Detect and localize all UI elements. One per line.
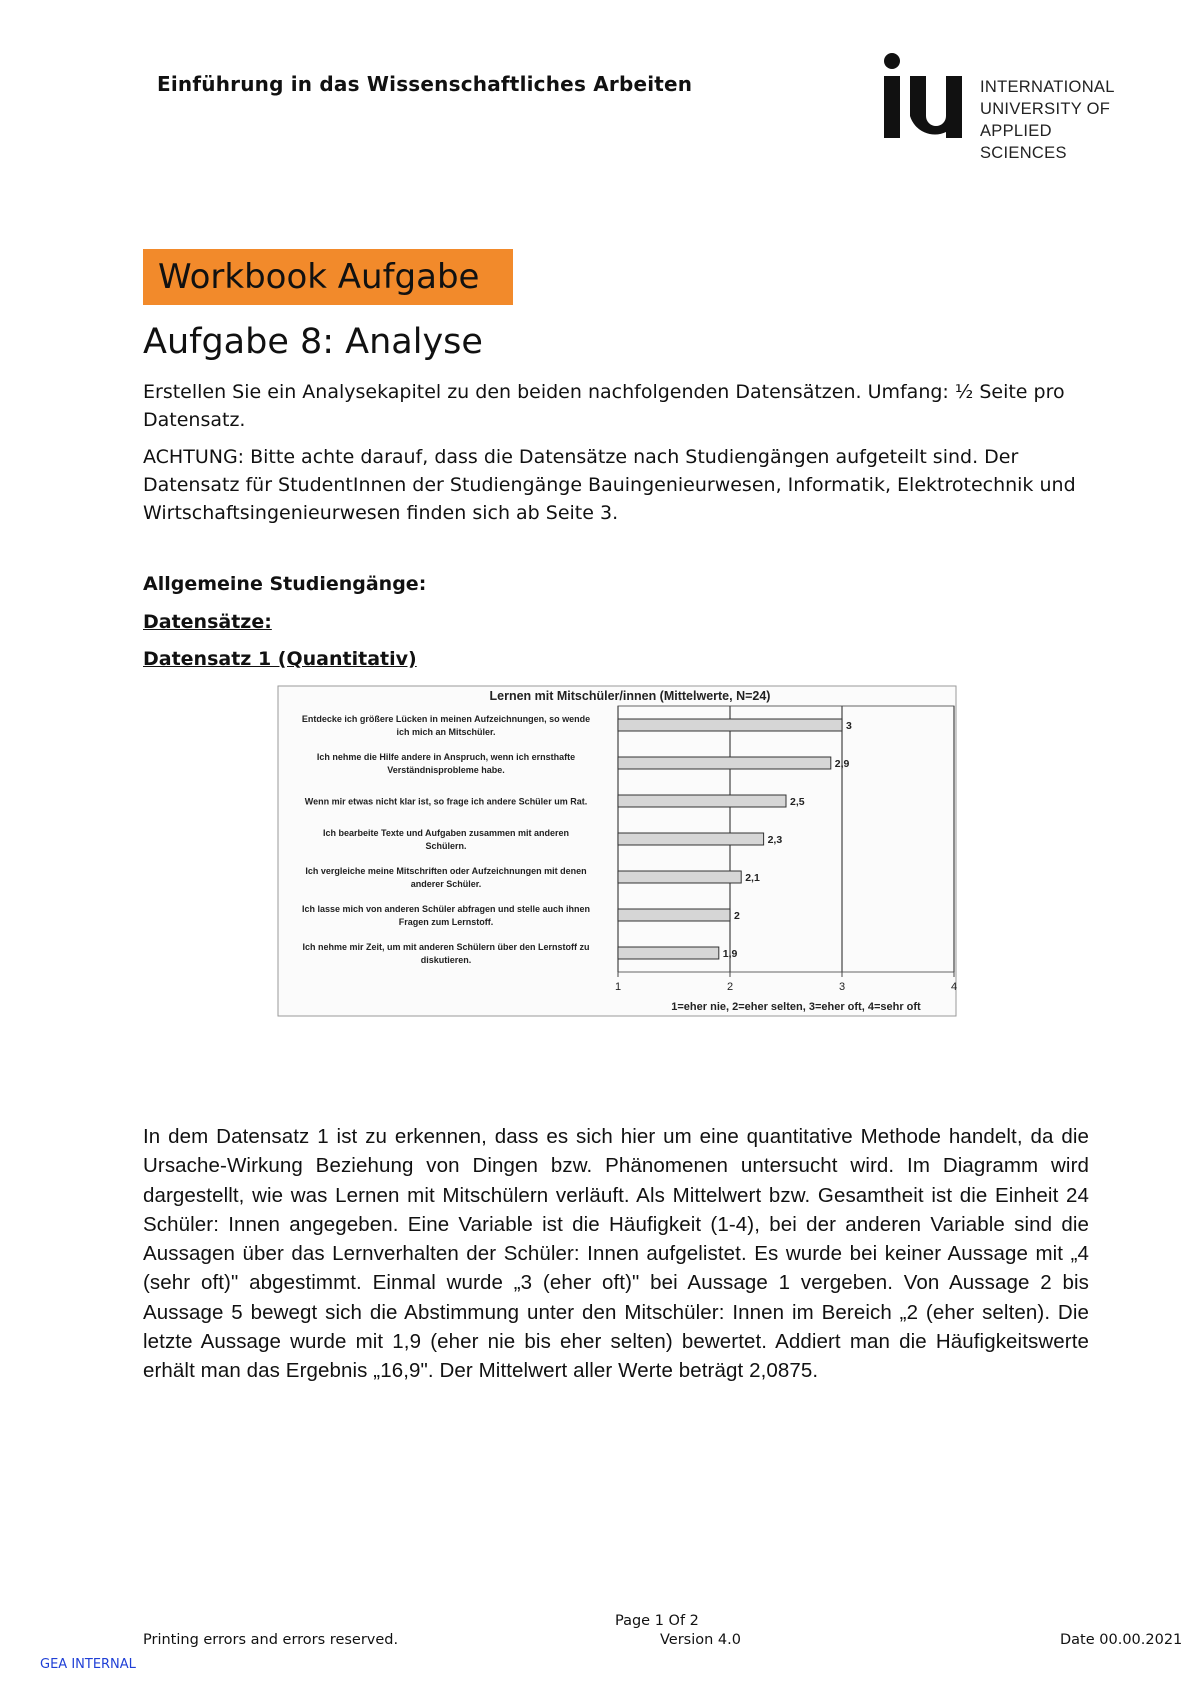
chart (270, 680, 970, 1030)
x-tick-label: 1 (614, 981, 622, 993)
bar (618, 871, 741, 883)
logo-text (980, 76, 1140, 164)
bar (618, 719, 842, 731)
category-label: ich mich an Mitschüler. (396, 727, 496, 737)
x-tick-label: 4 (950, 981, 958, 993)
category-label: Ich bearbeite Texte und Aufgaben zusammen mit anderen (322, 828, 570, 838)
logo-line: UNIVERSITY OF (980, 100, 1111, 118)
chart-frame (278, 686, 956, 1016)
category-label: Schülern. (425, 841, 467, 851)
category-label: Entdecke ich größere Lücken in meinen Aufzeichnungen, so wende (301, 714, 591, 724)
bar-value-label: 2,9 (834, 758, 850, 770)
bar (618, 795, 786, 807)
x-tick-label: 3 (838, 981, 846, 993)
bar (618, 833, 764, 845)
category-label: Ich lasse mich von anderen Schüler abfragen und stelle auch ihnen (301, 904, 591, 914)
chart-title: Lernen mit Mitschüler/innen (Mittelwerte, N=24) (489, 689, 771, 703)
page-number: Page 1 Of 2 (615, 1613, 699, 1629)
bar-value-label: 2,5 (790, 796, 805, 808)
bar (618, 909, 730, 921)
datasets-label: Datensätze: (143, 611, 272, 633)
university-logo (880, 52, 1140, 162)
bar-value-label: 3 (846, 720, 852, 732)
x-axis-label: 1=eher nie, 2=eher selten, 3=eher oft, 4=sehr oft (671, 1001, 921, 1013)
bar-value-label: 2,1 (745, 872, 760, 884)
category-label: Ich nehme die Hilfe andere in Anspruch, wenn ich ernsthafte (316, 752, 576, 762)
date-label: Date 00.00.2021 (1060, 1632, 1183, 1648)
section-heading: Allgemeine Studiengänge: (143, 573, 427, 595)
category-label: Ich vergleiche meine Mitschriften oder Aufzeichnungen mit denen (305, 866, 587, 876)
warning-paragraph: ACHTUNG: Bitte achte darauf, dass die Datensätze nach Studiengängen aufgeteilt sind. Der Datensatz für StudentInnen der Studiengänge Bauingenieurwesen, Informatik, Elektrotechnik und Wirtschaftsingenieurwesen finden sich ab Seite 3. (143, 446, 1076, 524)
category-label: Ich nehme mir Zeit, um mit anderen Schülern über den Lernstoff zu (302, 942, 590, 952)
category-label: diskutieren. (420, 955, 472, 965)
bar-value-label: 2 (734, 910, 740, 922)
category-label: Fragen zum Lernstoff. (398, 917, 494, 927)
analysis-paragraph: In dem Datensatz 1 ist zu erkennen, dass es sich hier um eine quantitative Methode handelt, da die Ursache-Wirkung Beziehung von Dingen bzw. Phänomenen untersucht wird. Im Diagramm wird dargestellt, wie was Lernen mit Mitschülern verläuft. Als Mittelwert bzw. Gesamtheit ist die Einheit 24 Schüler: Innen angegeben. Eine Variable ist die Häufigkeit (1-4), bei der anderen Variable sind die Aussagen über das Lernverhalten der Schüler: Innen aufgelistet. Es wurde bei keiner Aussage mit „4 (sehr oft)" abgestimmt. Einmal wurde „3 (eher oft)" bei Aussage 1 vergeben. Von Aussage 2 bis Aussage 5 bewegt sich die Abstimmung unter den Mitschüler: Innen im Bereich „2 (eher selten). Die letzte Aussage wurde mit 1,9 (eher nie bis eher selten) bewertet. Addiert man die Häufigkeitswerte erhält man das Ergebnis „16,9". Der Mittelwert aller Werte beträgt 2,0875. (143, 1125, 1089, 1383)
bar-value-label: 2,3 (767, 834, 783, 846)
x-tick-label: 2 (726, 981, 734, 993)
bar-value-label: 1,9 (722, 948, 738, 960)
task-title: Aufgabe 8: Analyse (143, 322, 483, 362)
workbook-badge: Workbook Aufgabe (143, 249, 513, 305)
version-label: Version 4.0 (660, 1632, 741, 1648)
course-title: Einführung in das Wissenschaftliches Arbeiten (157, 72, 693, 96)
category-label: Verständnisprobleme habe. (387, 765, 505, 775)
printing-note: Printing errors and errors reserved. (143, 1632, 399, 1648)
intro-paragraph: Erstellen Sie ein Analysekapitel zu den beiden nachfolgenden Datensätzen. Umfang: ½ Seite pro Datensatz. (143, 381, 1065, 431)
iu-logo-mark (880, 52, 980, 142)
category-label: anderer Schüler. (410, 879, 482, 889)
logo-line: INTERNATIONAL (980, 78, 1115, 96)
dataset1-label: Datensatz 1 (Quantitativ) (143, 648, 417, 670)
bar (618, 947, 719, 959)
internal-label: GEA INTERNAL (40, 1657, 136, 1672)
bar (618, 757, 831, 769)
logo-line: APPLIED SCIENCES (980, 122, 1067, 162)
category-label: Wenn mir etwas nicht klar ist, so frage ich andere Schüler um Rat. (304, 796, 588, 807)
